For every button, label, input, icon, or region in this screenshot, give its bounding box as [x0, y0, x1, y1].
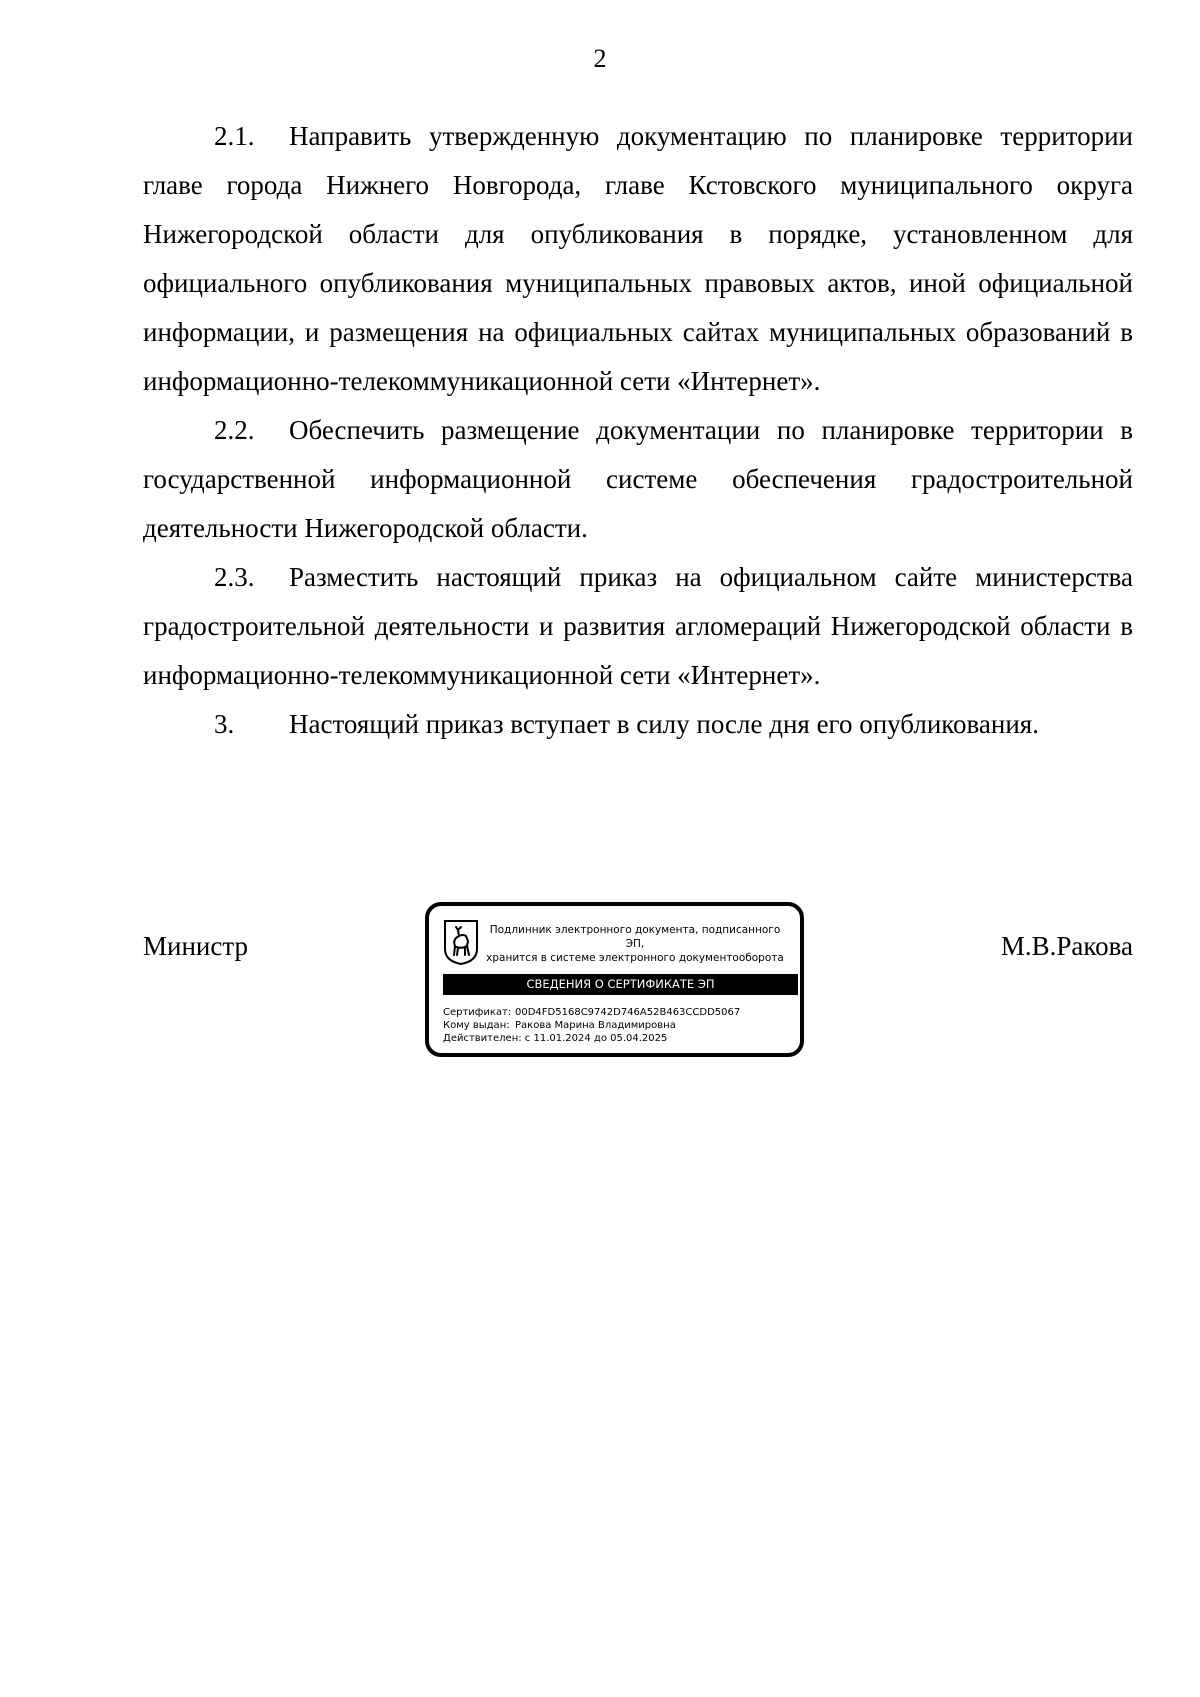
document-body — [143, 112, 1133, 749]
stamp-certificate-bar: СВЕДЕНИЯ О СЕРТИФИКАТЕ ЭП — [443, 974, 798, 995]
paragraph-text: Направить утвержденную документацию по планировке территории главе города Нижнего Новгорода, главе Кстовского муниципального округа Нижегородской области для опубликования в порядке, установленном для официального опубликования муниципальных правовых актов, иной официальной информации, и размещения на официальных сайтах муниципальных образований в информационно-телекоммуникационной сети «Интернет». — [143, 121, 1133, 396]
electronic-signature-stamp — [425, 902, 804, 1057]
paragraph-number: 2.2. — [214, 415, 255, 445]
stamp-header-line: хранится в системе электронного документооборота — [486, 952, 784, 964]
stamp-certificate-details — [443, 1006, 798, 1045]
paragraph-number: 2.1. — [214, 121, 255, 151]
certificate-row — [443, 1006, 798, 1019]
stamp-header — [485, 923, 785, 965]
paragraph-2-1 — [143, 112, 1133, 406]
signatory-title: Министр — [143, 931, 248, 961]
stamp-header-line: Подлинник электронного документа, подписанного ЭП, — [489, 924, 781, 950]
certificate-label: Сертификат: — [443, 1007, 512, 1018]
paragraph-text: Разместить настоящий приказ на официальном сайте министерства градостроительной деятельности и развития агломераций Нижегородской области в информационно-телекоммуникационной сети «Интернет». — [143, 562, 1133, 690]
issued-to-value: Ракова Марина Владимировна — [515, 1020, 676, 1031]
paragraph-text: Обеспечить размещение документации по планировке территории в государственной информационной системе обеспечения градостроительной деятельности Нижегородской области. — [143, 415, 1133, 543]
validity-value: с 11.01.2024 до 05.04.2025 — [524, 1033, 668, 1044]
paragraph-2-3 — [143, 553, 1133, 700]
issued-to-row — [443, 1019, 798, 1032]
paragraph-3 — [143, 700, 1133, 749]
validity-row — [443, 1032, 798, 1045]
issued-to-label: Кому выдан: — [443, 1020, 510, 1031]
paragraph-number: 2.3. — [214, 562, 255, 592]
nizhny-novgorod-deer-emblem-icon — [443, 919, 479, 965]
paragraph-number: 3. — [214, 709, 235, 739]
certificate-value: 00D4FD5168C9742D746A52B463CCDD5067 — [515, 1007, 741, 1018]
paragraph-2-2 — [143, 406, 1133, 553]
page-number: 2 — [593, 44, 607, 73]
validity-label: Действителен: — [443, 1033, 522, 1044]
signatory-name: М.В.Ракова — [1000, 931, 1133, 961]
paragraph-text: Настоящий приказ вступает в силу после дня его опубликования. — [289, 709, 1039, 739]
